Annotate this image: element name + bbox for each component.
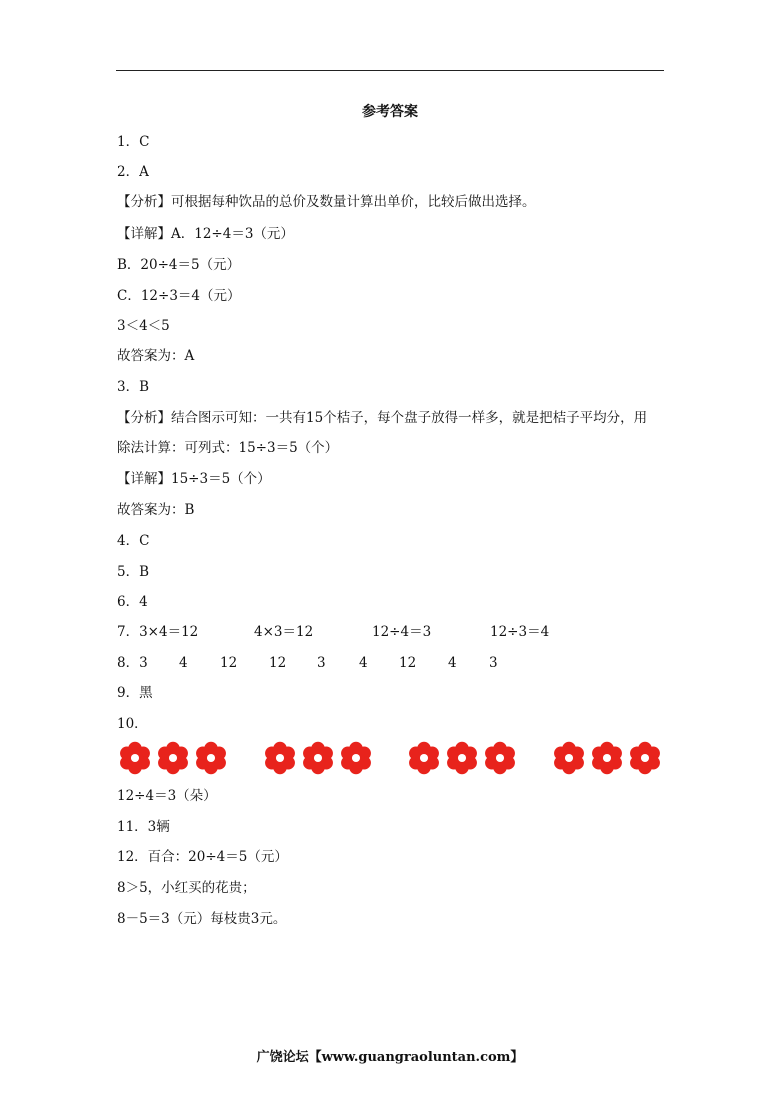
answer-2-option-c: C．12÷3＝4（元） [117, 288, 241, 304]
header-rule [116, 70, 664, 71]
flower-icon [193, 740, 229, 776]
answer-7 [117, 623, 677, 641]
answer-8-value-2: 4 [179, 655, 188, 671]
flower-icon [444, 740, 480, 776]
flower-icon [262, 740, 298, 776]
answer-8-value-9: 3 [489, 655, 498, 671]
answer-2: 2．A [117, 164, 149, 180]
answer-8-value-3: 12 [220, 655, 238, 671]
answer-3-analysis-line2: 除法计算：可列式：15÷3＝5（个） [117, 440, 339, 456]
answer-8-value-6: 4 [359, 655, 368, 671]
answer-7-eq-1: 7．3×4＝12 [117, 624, 199, 640]
flower-icon [406, 740, 442, 776]
answer-10-equation: 12÷4＝3（朵） [117, 788, 217, 804]
answer-10: 10． [117, 716, 148, 732]
answer-11: 11．3辆 [117, 819, 170, 835]
flower-groups [0, 740, 780, 780]
answer-8-value-4: 12 [269, 655, 287, 671]
answer-2-analysis: 【分析】可根据每种饮品的总价及数量计算出单价，比较后做出选择。 [117, 194, 536, 210]
flower-icon [117, 740, 153, 776]
answer-4: 4．C [117, 533, 150, 549]
answer-7-eq-2: 4×3＝12 [254, 624, 314, 640]
answer-7-eq-3: 12÷4＝3 [372, 624, 432, 640]
answer-6: 6．4 [117, 594, 148, 610]
answer-2-option-b: B．20÷4＝5（元） [117, 257, 241, 273]
answer-7-eq-4: 12÷3＝4 [490, 624, 550, 640]
answer-8-value-7: 12 [399, 655, 417, 671]
answer-3-detail: 【详解】15÷3＝5（个） [117, 471, 271, 487]
flower-icon [482, 740, 518, 776]
answer-2-conclusion: 故答案为：A [117, 348, 195, 364]
footer-watermark: 广饶论坛【www.guangraoluntan.com】 [256, 1050, 524, 1065]
answer-9: 9．黑 [117, 685, 153, 701]
answer-3: 3．B [117, 379, 150, 395]
flower-icon [300, 740, 336, 776]
answer-8-value-8: 4 [448, 655, 457, 671]
answer-1: 1．C [117, 134, 150, 150]
flower-icon [589, 740, 625, 776]
page-title: 参考答案 [362, 104, 418, 120]
flower-icon [155, 740, 191, 776]
answer-3-analysis-line1: 【分析】结合图示可知：一共有15个桔子，每个盘子放得一样多，就是把桔子平均分，用 [117, 410, 648, 426]
answer-5: 5．B [117, 564, 150, 580]
answer-12-difference: 8－5＝3（元）每枝贵3元。 [117, 911, 287, 927]
flower-icon [338, 740, 374, 776]
answer-8-value-5: 3 [317, 655, 326, 671]
answer-12-comparison: 8＞5，小红买的花贵； [117, 880, 256, 896]
answer-8-value-1: 8．3 [117, 655, 148, 671]
answer-2-detail: 【详解】A．12÷4＝3（元） [117, 226, 294, 242]
answer-2-comparison: 3＜4＜5 [117, 318, 170, 334]
answer-3-conclusion: 故答案为：B [117, 502, 195, 518]
flower-icon [551, 740, 587, 776]
answer-8 [117, 654, 677, 672]
answer-12: 12．百合：20÷4＝5（元） [117, 849, 288, 865]
flower-icon [627, 740, 663, 776]
